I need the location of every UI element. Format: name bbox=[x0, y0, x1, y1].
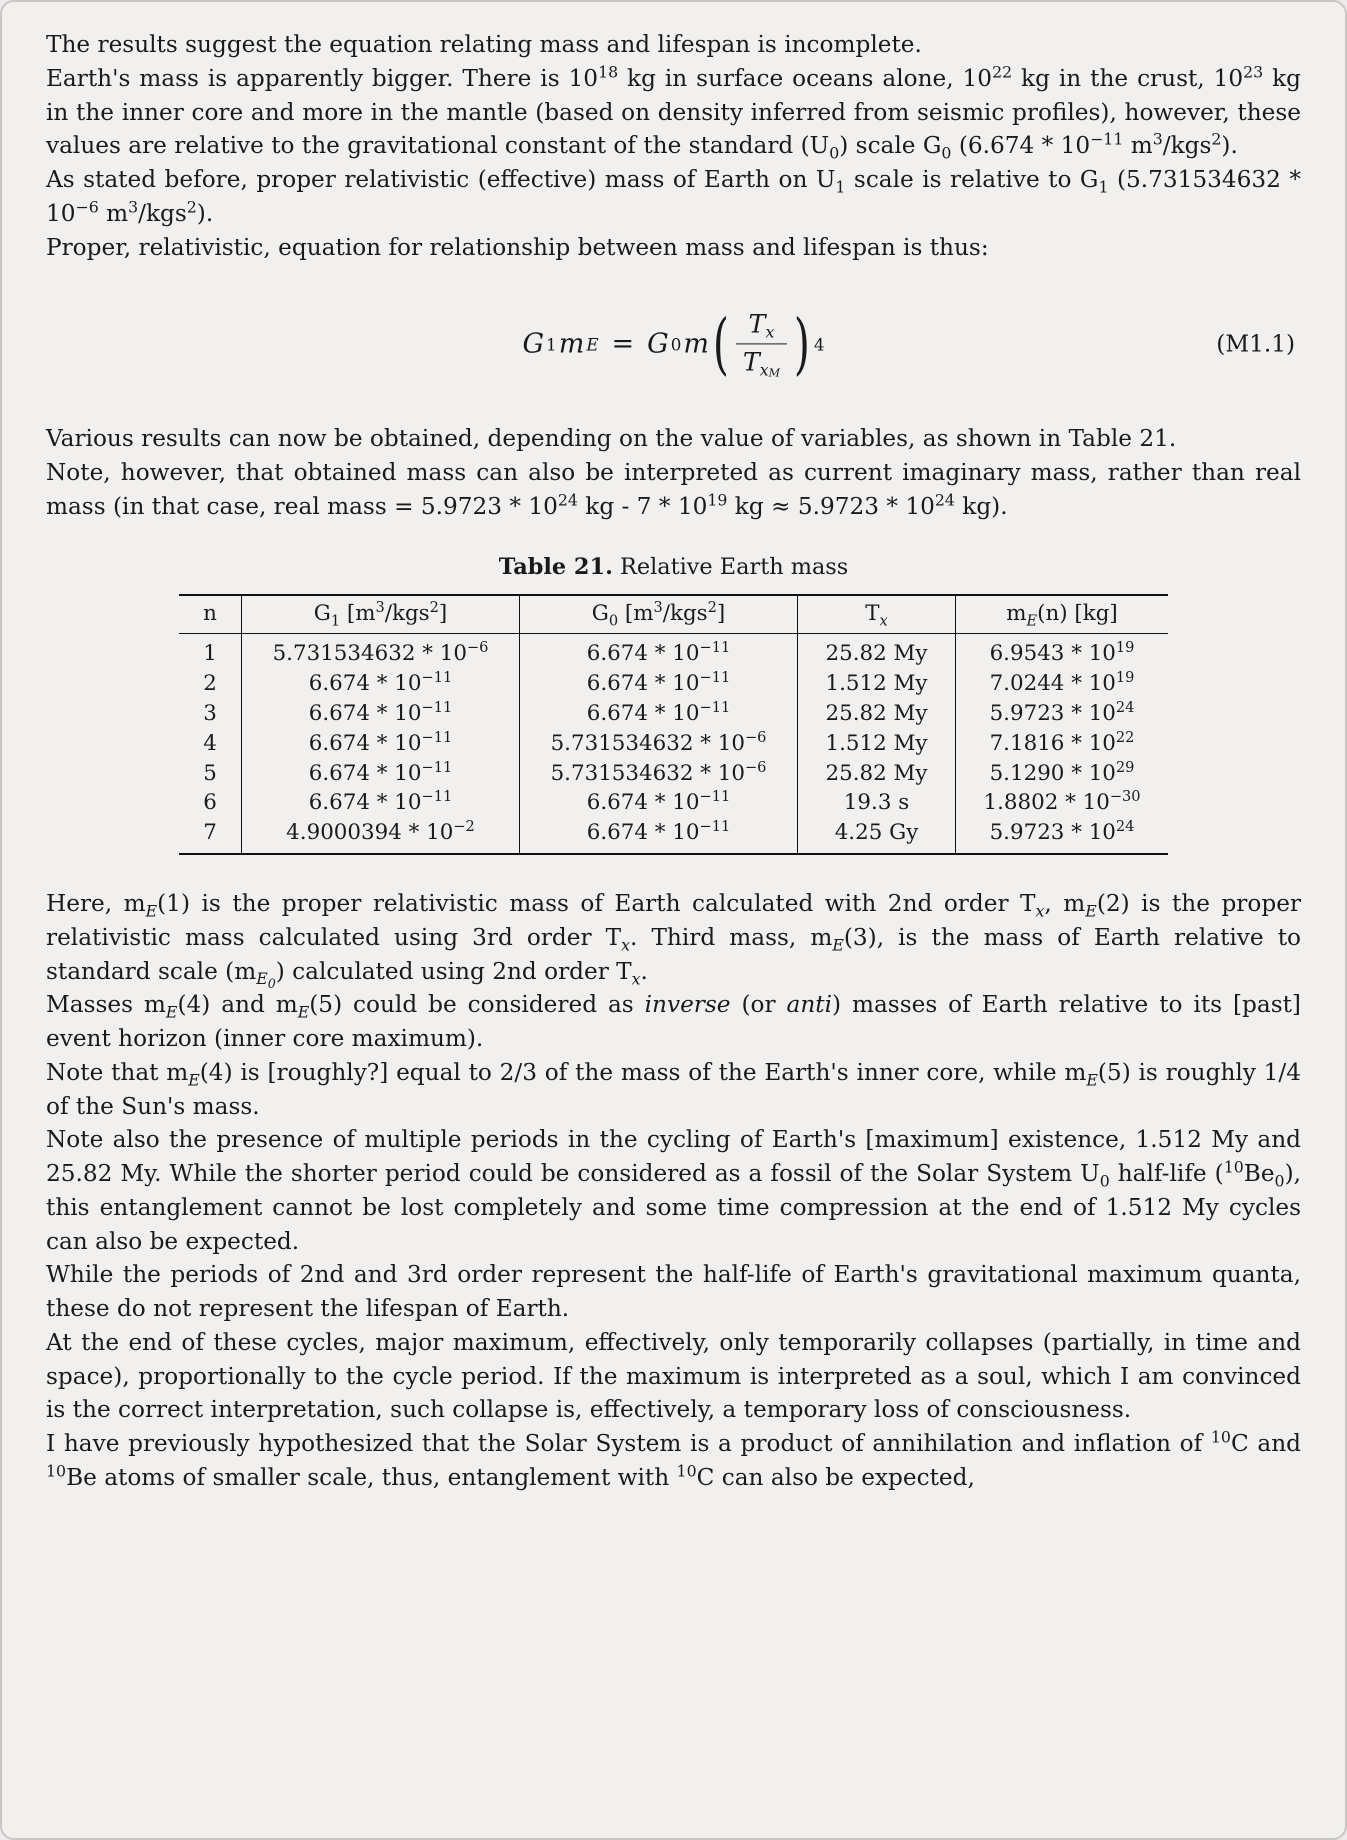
t3-sub-E1: E bbox=[188, 1070, 200, 1090]
denominator-subscript: x bbox=[759, 360, 769, 380]
t7-sup-10b: 10 bbox=[46, 1461, 67, 1481]
t1-frag-d: (2) is the proper relativistic mass calculated using 3rd order T bbox=[46, 890, 1302, 951]
equation-lhs-g: G bbox=[522, 328, 545, 360]
p2-sup-23: 23 bbox=[1243, 62, 1264, 82]
p2-sup-18: 18 bbox=[598, 62, 619, 82]
table-row bbox=[179, 669, 1168, 699]
paragraph-5-text: Various results can now be obtained, depending on the value of variables, as shown in Table 21. bbox=[46, 425, 1177, 453]
cell-tx: 25.82 My bbox=[798, 759, 956, 789]
equation-rhs-g: G bbox=[647, 328, 669, 360]
cell-g1 bbox=[242, 699, 520, 729]
p2-sup-22: 22 bbox=[992, 62, 1013, 82]
cell-g1-mantissa: 6.674 * 10 bbox=[308, 671, 422, 697]
cell-me bbox=[956, 818, 1169, 854]
t3-frag-b: (4) is [roughly?] equal to 2/3 of the mass of the Earth's inner core, while m bbox=[199, 1058, 1087, 1086]
table-header-row bbox=[179, 595, 1168, 634]
cell-me-exponent: 29 bbox=[1115, 758, 1135, 776]
table-caption bbox=[46, 554, 1301, 580]
cell-g1-exponent: −11 bbox=[421, 698, 453, 716]
table-body bbox=[179, 634, 1168, 854]
equation-equals: = bbox=[611, 328, 635, 360]
fraction-numerator bbox=[742, 309, 782, 344]
t4-frag-d: ), this entanglement cannot be lost completely and some time compression at the end of 1.512 My cycles can also be expected. bbox=[46, 1160, 1301, 1255]
p6-sup-19: 19 bbox=[707, 490, 728, 510]
t2-sub-E1: E bbox=[165, 1003, 178, 1023]
p6-frag-c: kg ≈ 5.9723 * 10 bbox=[727, 492, 935, 520]
table-row bbox=[179, 759, 1168, 789]
t1-sub-E0-zero: 0 bbox=[267, 976, 276, 992]
cell-g1-exponent: −6 bbox=[466, 639, 489, 657]
cell-me-mantissa: 5.9723 * 10 bbox=[989, 820, 1116, 846]
cell-g0-exponent: −11 bbox=[699, 698, 731, 716]
cell-me-exponent: −30 bbox=[1109, 788, 1141, 806]
table-container bbox=[46, 594, 1301, 856]
header-g0: $G_0$ $[m^3/kgs^2]$ bbox=[520, 595, 798, 634]
equation-rhs-g-subscript: 0 bbox=[670, 334, 682, 355]
p2-frag-d: kg in the inner core and more in the mantle (based on density inferred from seismic profiles), however, these values are relative to the gravitational constant of the standard (U bbox=[46, 64, 1301, 160]
header-g0-sub: 0 bbox=[608, 611, 619, 629]
cell-n: 3 bbox=[203, 700, 217, 726]
p3-sub-g1: 1 bbox=[1098, 177, 1109, 197]
paragraph-here bbox=[46, 887, 1302, 992]
cell-n: 6 bbox=[203, 790, 217, 816]
cell-g1 bbox=[242, 818, 520, 854]
cell-g1-mantissa: 6.674 * 10 bbox=[308, 760, 422, 786]
t1-sub-E2: E bbox=[1085, 901, 1097, 921]
cell-g1-exponent: −11 bbox=[421, 728, 453, 746]
t1-sub-x3: x bbox=[631, 969, 641, 989]
relative-earth-mass-table bbox=[179, 594, 1168, 856]
t1-frag-a: Here, m bbox=[46, 890, 146, 918]
p2-frag-i: ). bbox=[1221, 132, 1238, 160]
t2-frag-e: ) masses of Earth relative to its [past] event horizon (inner core maximum). bbox=[46, 991, 1301, 1053]
cell-tx: 1.512 My bbox=[798, 729, 956, 759]
p3-sup-3: 3 bbox=[128, 197, 139, 217]
cell-n: 1 bbox=[203, 641, 217, 667]
t4-sup-10: 10 bbox=[1223, 1157, 1244, 1177]
cell-g1-mantissa: 6.674 * 10 bbox=[308, 700, 422, 726]
cell-g0-mantissa: 5.731534632 * 10 bbox=[550, 730, 745, 756]
cell-me-exponent: 24 bbox=[1115, 698, 1135, 716]
cell-me-mantissa: 7.0244 * 10 bbox=[989, 671, 1116, 697]
t2-word-inverse: inverse bbox=[644, 991, 731, 1019]
cell-me-mantissa: 7.1816 * 10 bbox=[989, 730, 1116, 756]
cell-g1-exponent: −11 bbox=[421, 669, 453, 687]
p2-frag-b: kg in surface oceans alone, 10 bbox=[618, 64, 993, 92]
paragraph-note-also bbox=[46, 1123, 1301, 1258]
table-row bbox=[179, 788, 1168, 818]
paragraph-1-text: The results suggest the equation relating mass and lifespan is incomplete. bbox=[46, 31, 922, 58]
paragraph-1 bbox=[46, 28, 1301, 62]
paragraph-while-periods bbox=[46, 1258, 1301, 1326]
t1-frag-h: . bbox=[640, 957, 648, 985]
cell-me bbox=[956, 788, 1169, 818]
t1-frag-b: (1) is the proper relativistic mass of Earth calculated with 2nd order T bbox=[157, 890, 1036, 918]
paragraph-5 bbox=[46, 422, 1301, 456]
cell-me bbox=[956, 699, 1169, 729]
equation-exponent: 4 bbox=[813, 334, 825, 355]
equation-m1-1 bbox=[46, 305, 1301, 383]
open-paren: ( bbox=[712, 305, 729, 383]
p6-frag-d: kg). bbox=[954, 492, 1008, 520]
cell-g1 bbox=[242, 759, 520, 789]
t7-frag-b: C and bbox=[1230, 1430, 1301, 1458]
cell-g0-mantissa: 6.674 * 10 bbox=[586, 700, 700, 726]
cell-tx: 4.25 Gy bbox=[798, 818, 956, 854]
cell-g0 bbox=[520, 788, 798, 818]
equation-block bbox=[46, 292, 1301, 396]
p3-frag-m: m bbox=[98, 199, 129, 227]
equation-lhs-m-subscript: E bbox=[586, 334, 599, 355]
header-g1-sub: 1 bbox=[330, 611, 341, 629]
t6-text: At the end of these cycles, major maximum, effectively, only temporarily collapses (partially, in time and space), proportionally to the cycle period. If the maximum is interpreted as a soul, which I am convinced is the correct interpretation, such collapse is, effectively, a temporary loss of consciousness. bbox=[46, 1328, 1301, 1424]
t2-frag-b: (4) and m bbox=[177, 991, 298, 1019]
cell-me-mantissa: 1.8802 * 10 bbox=[983, 790, 1110, 816]
cell-n: 2 bbox=[203, 671, 217, 697]
equation-lhs-g-subscript: 1 bbox=[546, 334, 557, 355]
cell-g1 bbox=[242, 634, 520, 669]
paragraph-note-that bbox=[46, 1056, 1301, 1124]
table-head bbox=[179, 595, 1168, 634]
header-tx-sub: x bbox=[879, 611, 888, 629]
t1-sub-E3: E bbox=[832, 935, 844, 955]
cell-g0-mantissa: 6.674 * 10 bbox=[586, 641, 700, 667]
t3-sub-E2: E bbox=[1086, 1070, 1098, 1090]
table-row bbox=[179, 634, 1168, 669]
t2-frag-c: (5) could be considered as bbox=[309, 991, 645, 1019]
p3-frag-b: scale is relative to G bbox=[845, 166, 1099, 193]
cell-g1 bbox=[242, 788, 520, 818]
paragraph-6 bbox=[46, 456, 1301, 524]
table-caption-label: Table 21. bbox=[498, 553, 613, 580]
header-g1-sup2: 2 bbox=[429, 598, 439, 616]
cell-g0-exponent: −11 bbox=[699, 788, 731, 806]
denominator-T: T bbox=[742, 346, 760, 377]
cell-g1-mantissa: 6.674 * 10 bbox=[308, 730, 422, 756]
t5-text: While the periods of 2nd and 3rd order represent the half-life of Earth's gravitational maximum quanta, these do not represent the lifespan of Earth. bbox=[46, 1261, 1301, 1323]
t7-frag-d: C can also be expected, bbox=[696, 1463, 975, 1491]
t1-sub-E0: E0 bbox=[256, 969, 276, 992]
t2-word-anti: anti bbox=[786, 991, 832, 1019]
cell-g0-mantissa: 5.731534632 * 10 bbox=[550, 760, 745, 786]
t4-frag-b: half-life ( bbox=[1109, 1160, 1224, 1188]
paragraph-4-text: Proper, relativistic, equation for relationship between mass and lifespan is thus: bbox=[46, 233, 989, 261]
p2-frag-g: m bbox=[1123, 132, 1153, 160]
p3-frag-kgs: /kgs bbox=[138, 199, 187, 227]
header-n: n bbox=[203, 600, 217, 626]
paragraph-2 bbox=[46, 62, 1301, 163]
cell-me-exponent: 19 bbox=[1115, 639, 1135, 657]
equation-lhs-m: m bbox=[558, 328, 585, 360]
cell-me-exponent: 22 bbox=[1115, 728, 1135, 746]
table-row bbox=[179, 729, 1168, 759]
cell-g0-exponent: −11 bbox=[699, 669, 731, 687]
cell-tx: 25.82 My bbox=[798, 634, 956, 669]
cell-g0 bbox=[520, 818, 798, 854]
t1-sub-x1: x bbox=[1035, 901, 1045, 921]
cell-n: 4 bbox=[203, 730, 217, 756]
header-tx: $T_x$ bbox=[798, 595, 956, 634]
cell-me-mantissa: 5.1290 * 10 bbox=[989, 760, 1116, 786]
t7-frag-a: I have previously hypothesized that the Solar System is a product of annihilation and inflation of bbox=[46, 1430, 1211, 1458]
cell-me-exponent: 19 bbox=[1115, 669, 1135, 687]
t7-sup-10c: 10 bbox=[676, 1461, 697, 1481]
header-g1-sup3: 3 bbox=[375, 598, 385, 616]
table-row bbox=[179, 699, 1168, 729]
cell-tx: 25.82 My bbox=[798, 699, 956, 729]
cell-g1-mantissa: 6.674 * 10 bbox=[308, 790, 422, 816]
cell-n: 7 bbox=[203, 820, 217, 846]
cell-tx: 19.3 s bbox=[798, 788, 956, 818]
cell-g1 bbox=[242, 669, 520, 699]
equation-rhs-m: m bbox=[683, 328, 709, 360]
denominator-subscript-M: M bbox=[768, 366, 781, 380]
t1-frag-f: (3), is the mass of Earth relative to standard scale (m bbox=[46, 923, 1301, 985]
cell-g0 bbox=[520, 669, 798, 699]
p3-frag-c: (5.731534632 * 10 bbox=[46, 166, 1301, 227]
paragraph-4 bbox=[46, 231, 1301, 265]
cell-me bbox=[956, 634, 1169, 669]
t3-frag-c: (5) is roughly 1/4 of the Sun's mass. bbox=[46, 1058, 1301, 1120]
cell-g1-mantissa: 4.9000394 * 10 bbox=[286, 820, 454, 846]
header-me: $m_E(n)$ [kg] bbox=[956, 595, 1169, 634]
t7-frag-c: Be atoms of smaller scale, thus, entanglement with bbox=[66, 1463, 677, 1491]
numerator-T: T bbox=[748, 308, 766, 339]
paragraph-hypothesized bbox=[46, 1427, 1301, 1495]
cell-g1 bbox=[242, 729, 520, 759]
table-spacer bbox=[46, 865, 1301, 887]
cell-g0-mantissa: 6.674 * 10 bbox=[586, 820, 700, 846]
cell-g0 bbox=[520, 759, 798, 789]
equation-rhs bbox=[646, 305, 825, 383]
cell-g0-mantissa: 6.674 * 10 bbox=[586, 790, 700, 816]
cell-me bbox=[956, 669, 1169, 699]
p2-frag-f: (6.674 * 10 bbox=[951, 132, 1091, 160]
table-row bbox=[179, 818, 1168, 854]
cell-tx: 1.512 My bbox=[798, 669, 956, 699]
cell-g0-exponent: −11 bbox=[699, 818, 731, 836]
p2-sup-2: 2 bbox=[1211, 129, 1222, 149]
header-me-sub: E bbox=[1026, 611, 1038, 629]
cell-g0 bbox=[520, 634, 798, 669]
t4-sub-be0: 0 bbox=[1274, 1171, 1285, 1191]
cell-g0 bbox=[520, 729, 798, 759]
t3-frag-a: Note that m bbox=[46, 1058, 189, 1086]
p2-frag-e: ) scale G bbox=[839, 132, 942, 160]
p2-sub-g0: 0 bbox=[941, 143, 952, 163]
cell-g1-exponent: −2 bbox=[453, 818, 475, 836]
numerator-subscript: x bbox=[765, 322, 775, 342]
cell-g1-mantissa: 5.731534632 * 10 bbox=[272, 641, 467, 667]
t1-frag-e: . Third mass, m bbox=[630, 923, 833, 951]
t7-sup-10a: 10 bbox=[1210, 1427, 1231, 1447]
p3-sub-u1: 1 bbox=[835, 177, 846, 197]
p6-sup-24: 24 bbox=[557, 490, 578, 510]
p2-sup-3: 3 bbox=[1152, 129, 1163, 149]
p3-frag-a: As stated before, proper relativistic (effective) mass of Earth on U bbox=[46, 166, 836, 193]
p2-sup-neg11: −11 bbox=[1090, 129, 1124, 149]
t4-frag-a: Note also the presence of multiple periods in the cycling of Earth's [maximum] existence, 1.512 My and 25.82 My. While the shorter period could be considered as a fossil of the Solar System U bbox=[46, 1126, 1301, 1188]
p6-sup-24b: 24 bbox=[934, 490, 955, 510]
fraction-denominator bbox=[736, 344, 787, 380]
cell-g1-exponent: −11 bbox=[421, 788, 453, 806]
cell-g0-exponent: −6 bbox=[744, 758, 767, 776]
paragraph-3 bbox=[46, 163, 1301, 231]
p2-frag-h: /kgs bbox=[1162, 132, 1212, 160]
equation-fraction bbox=[736, 309, 787, 380]
close-paren: ) bbox=[793, 305, 810, 383]
cell-n: 5 bbox=[203, 760, 217, 786]
equation-lhs bbox=[521, 329, 599, 360]
p2-frag-c: kg in the crust, 10 bbox=[1012, 64, 1244, 92]
header-g1: $G_1$ $[m^3/kgs^2]$ bbox=[242, 595, 520, 634]
p2-sub-u0: 0 bbox=[829, 143, 840, 163]
cell-g0-exponent: −11 bbox=[699, 639, 731, 657]
t1-sub-x2: x bbox=[621, 935, 631, 955]
p3-sup-2: 2 bbox=[186, 197, 197, 217]
cell-me-mantissa: 6.9543 * 10 bbox=[989, 641, 1116, 667]
paragraph-at-the-end bbox=[46, 1326, 1301, 1427]
t2-frag-a: Masses m bbox=[46, 991, 166, 1019]
t2-frag-d: (or bbox=[730, 991, 787, 1019]
cell-g0-exponent: −6 bbox=[744, 728, 767, 746]
t1-sub-E1: E bbox=[145, 901, 158, 921]
p6-frag-b: kg - 7 * 10 bbox=[577, 492, 708, 520]
table-caption-text: Relative Earth mass bbox=[620, 553, 849, 580]
cell-me bbox=[956, 729, 1169, 759]
p3-frag-end: ). bbox=[196, 199, 214, 227]
cell-g0 bbox=[520, 699, 798, 729]
cell-me bbox=[956, 759, 1169, 789]
t4-sub-U0: 0 bbox=[1099, 1171, 1110, 1191]
equation-number: (M1.1) bbox=[1216, 330, 1295, 358]
t1-frag-g: ) calculated using 2nd order T bbox=[275, 957, 632, 985]
cell-g0-mantissa: 6.674 * 10 bbox=[586, 671, 700, 697]
cell-me-mantissa: 5.9723 * 10 bbox=[989, 700, 1116, 726]
paragraph-masses bbox=[46, 988, 1301, 1056]
t1-frag-c: , m bbox=[1044, 890, 1086, 918]
p3-sup-neg6: −6 bbox=[75, 197, 99, 217]
cell-g1-exponent: −11 bbox=[421, 758, 453, 776]
cell-me-exponent: 24 bbox=[1115, 818, 1135, 836]
header-g0-sup2: 2 bbox=[707, 598, 717, 616]
p6-frag-a: Note, however, that obtained mass can also be interpreted as current imaginary mass, rather than real mass (in that case, real mass = 5.9723 * 10 bbox=[46, 459, 1301, 520]
header-g0-sup3: 3 bbox=[653, 598, 663, 616]
t2-sub-E2: E bbox=[297, 1003, 310, 1023]
t4-frag-c: Be bbox=[1243, 1160, 1275, 1188]
p2-frag-a: Earth's mass is apparently bigger. There is 10 bbox=[46, 64, 599, 92]
